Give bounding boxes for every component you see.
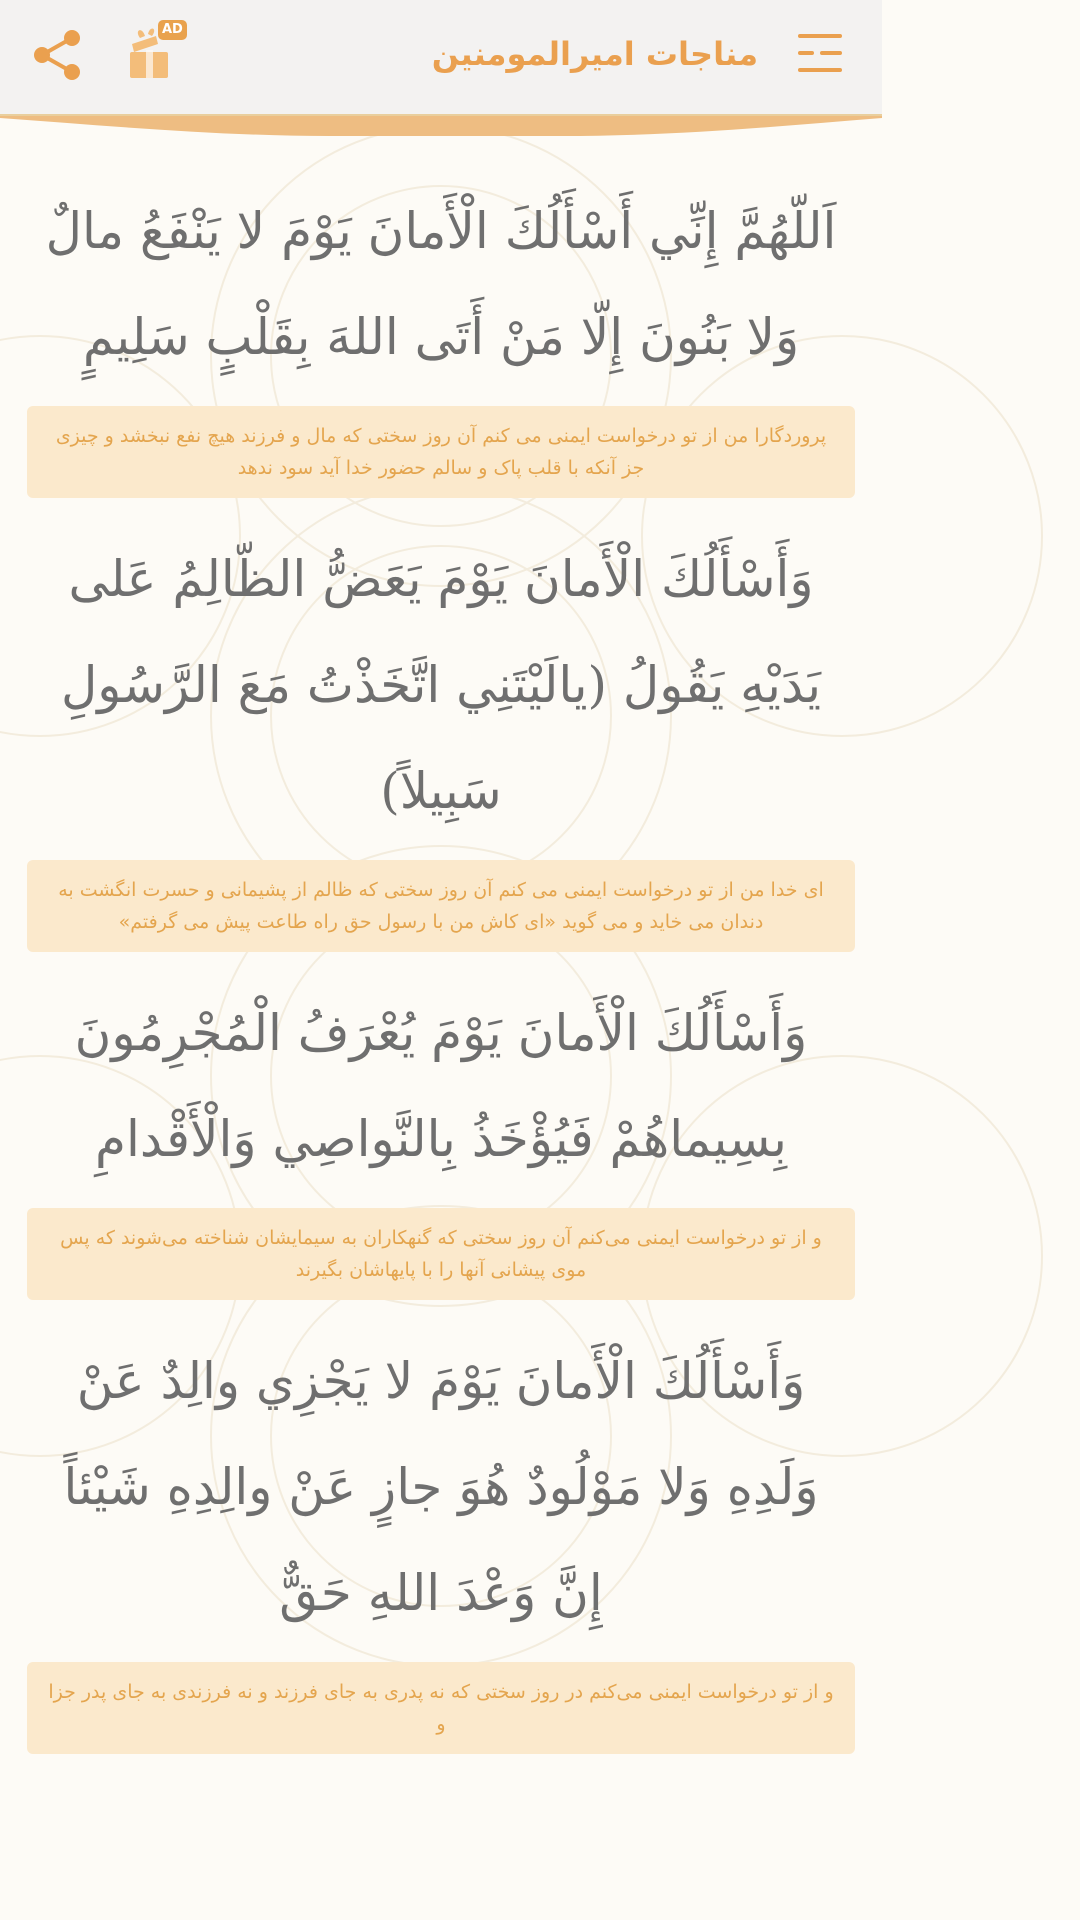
arabic-verse: وَأَسْأَلُكَ الْأَمانَ يَوْمَ لا يَجْزِي والِدٌ عَنْ وَلَدِهِ وَلا مَوْلُودٌ هُوَ جازٍ عَنْ والِدِهِ شَيْئاً إِنَّ وَعْدَ اللهِ حَقٌّ <box>63 1352 819 1622</box>
share-button[interactable] <box>28 26 86 84</box>
gift-button[interactable] <box>122 22 184 84</box>
arabic-verse: وَأَسْأَلُكَ الْأَمانَ يَوْمَ يُعْرَفُ الْمُجْرِمُونَ بِسِيماهُمْ فَيُؤْخَذُ بِالنَّواصِي وَالْأَقْدامِ <box>74 1004 808 1168</box>
page-title: مناجات امیرالمومنین <box>431 35 758 73</box>
persian-translation: و از تو درخواست ایمنی می‌کنم در روز سختی که نه پدری به جای فرزند و نه فرزندی به جای پدر جزا و <box>27 1662 855 1754</box>
header-wave <box>0 116 882 140</box>
share-icon <box>28 26 86 84</box>
persian-translation: پروردگارا من از تو درخواست ایمنی می کنم آن روز سختی که مال و فرزند هیچ نفع نبخشد و چیزی جز آنکه با قلب پاک و سالم حضور خدا آید سود ندهد <box>27 406 855 498</box>
ad-badge: AD <box>158 20 187 40</box>
menu-button[interactable] <box>792 28 848 78</box>
arabic-verse: اَللّهُمَّ إِنِّي أَسْأَلُكَ الْأَمانَ يَوْمَ لا يَنْفَعُ مالٌ وَلا بَنُونَ إِلّا مَنْ أَتَى اللهَ بِقَلْبٍ سَلِيمٍ <box>45 202 837 366</box>
menu-icon <box>792 28 848 78</box>
persian-translation: ای خدا من از تو درخواست ایمنی می کنم آن روز سختی که ظالم از پشیمانی و حسرت انگشت به دندان می خاید و می گوید «ای کاش من با رسول حق راه طاعت پیش می گرفتم» <box>27 860 855 952</box>
dua-list <box>0 150 882 1754</box>
app-bar <box>0 0 882 116</box>
persian-translation: و از تو درخواست ایمنی می‌کنم آن روز سختی که گنهکاران به سیمایشان شناخته می‌شوند که پس موی پیشانی آنها را با پایهاشان بگیرند <box>27 1208 855 1300</box>
arabic-verse: وَأَسْأَلُكَ الْأَمانَ يَوْمَ يَعَضُّ الظّالِمُ عَلى يَدَيْهِ يَقُولُ (يالَيْتَنِي اتَّخَذْتُ مَعَ الرَّسُولِ سَبِيلاً) <box>60 550 822 820</box>
